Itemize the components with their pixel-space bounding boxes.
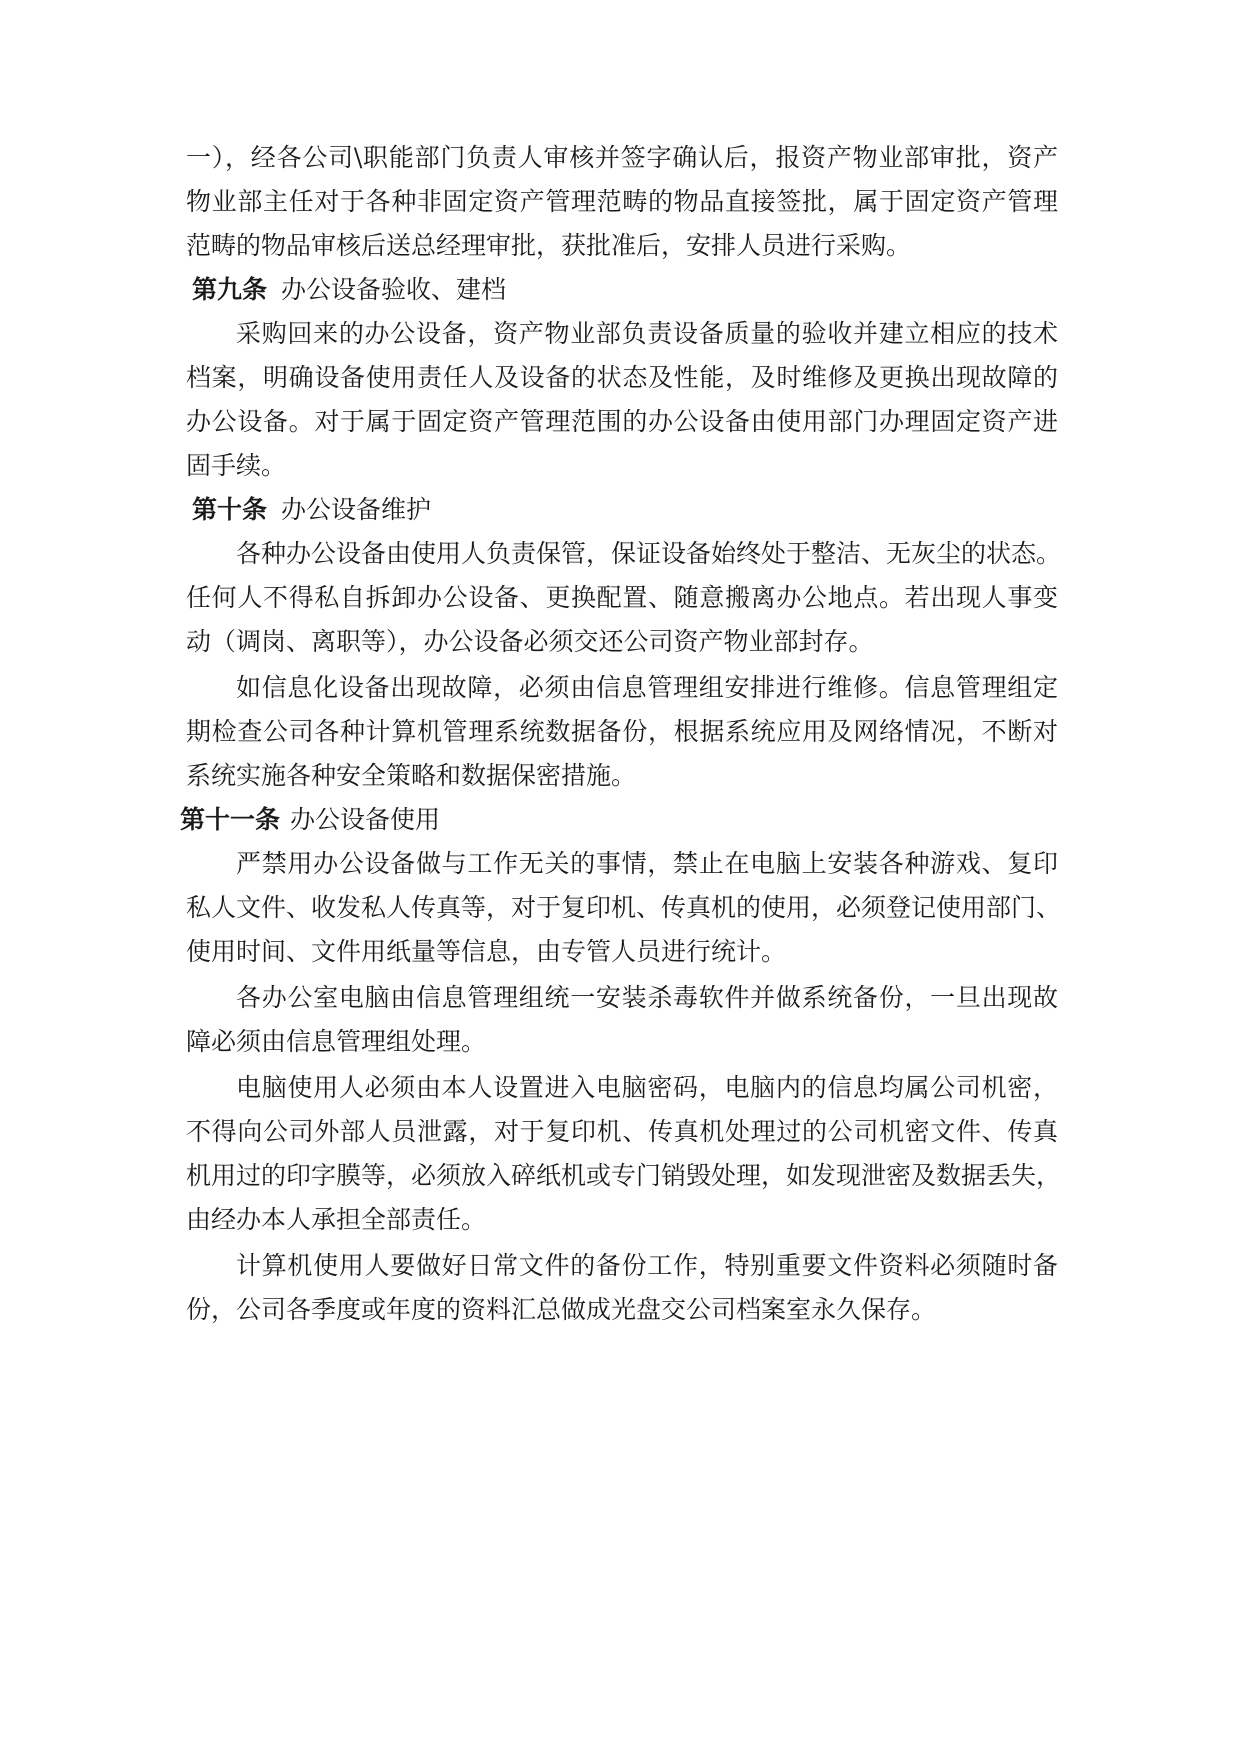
paragraph-line: 办公设备。对于属于固定资产管理范围的办公设备由使用部门办理固定资产进 <box>186 407 1058 436</box>
section-number: 第九条 <box>192 275 268 304</box>
section-heading-9 <box>192 273 506 307</box>
paragraph-line: 机用过的印字膜等，必须放入碎纸机或专门销毁处理，如发现泄密及数据丢失， <box>186 1161 1062 1190</box>
paragraph-line: 各办公室电脑由信息管理组统一安装杀毒软件并做系统备份，一旦出现故 <box>236 983 1058 1012</box>
paragraph-line: 计算机使用人要做好日常文件的备份工作，特别重要文件资料必须随时备 <box>236 1251 1058 1280</box>
paragraph-line: 份，公司各季度或年度的资料汇总做成光盘交公司档案室永久保存。 <box>186 1295 937 1324</box>
paragraph-line: 固手续。 <box>186 451 287 480</box>
section-heading-11 <box>180 803 440 837</box>
paragraph-line: 电脑使用人必须由本人设置进入电脑密码，电脑内的信息均属公司机密， <box>236 1073 1058 1102</box>
paragraph-line: 一），经各公司\职能部门负责人审核并签字确认后，报资产物业部审批，资产 <box>186 143 1058 172</box>
paragraph-line: 档案，明确设备使用责任人及设备的状态及性能，及时维修及更换出现故障的 <box>186 363 1058 392</box>
paragraph-line: 期检查公司各种计算机管理系统数据备份，根据系统应用及网络情况，不断对 <box>186 717 1058 746</box>
paragraph-line: 如信息化设备出现故障，必须由信息管理组安排进行维修。信息管理组定 <box>236 673 1058 702</box>
paragraph-line: 动（调岗、离职等），办公设备必须交还公司资产物业部封存。 <box>186 627 874 656</box>
paragraph-line: 私人文件、收发私人传真等，对于复印机、传真机的使用，必须登记使用部门、 <box>186 893 1062 922</box>
paragraph-line: 各种办公设备由使用人负责保管，保证设备始终处于整洁、无灰尘的状态。 <box>236 539 1062 568</box>
section-title: 办公设备维护 <box>281 495 432 524</box>
paragraph-line: 任何人不得私自拆卸办公设备、更换配置、随意搬离办公地点。若出现人事变 <box>186 583 1058 612</box>
paragraph-line: 使用时间、文件用纸量等信息，由专管人员进行统计。 <box>186 937 787 966</box>
paragraph-line: 范畴的物品审核后送总经理审批，获批准后，安排人员进行采购。 <box>186 231 912 260</box>
section-title: 办公设备使用 <box>290 805 441 834</box>
section-number: 第十一条 <box>180 805 281 834</box>
paragraph-line: 物业部主任对于各种非固定资产管理范畴的物品直接签批，属于固定资产管理 <box>186 187 1058 216</box>
paragraph-line: 障必须由信息管理组处理。 <box>186 1027 487 1056</box>
paragraph-line: 不得向公司外部人员泄露，对于复印机、传真机处理过的公司机密文件、传真 <box>186 1117 1058 1146</box>
paragraph-line: 采购回来的办公设备，资产物业部负责设备质量的验收并建立相应的技术 <box>236 319 1058 348</box>
paragraph-line: 由经办本人承担全部责任。 <box>186 1205 487 1234</box>
section-title: 办公设备验收、建档 <box>281 275 507 304</box>
section-heading-10 <box>192 493 431 527</box>
paragraph-line: 系统实施各种安全策略和数据保密措施。 <box>186 761 637 790</box>
section-number: 第十条 <box>192 495 268 524</box>
paragraph-line: 严禁用办公设备做与工作无关的事情，禁止在电脑上安装各种游戏、复印 <box>236 849 1058 878</box>
